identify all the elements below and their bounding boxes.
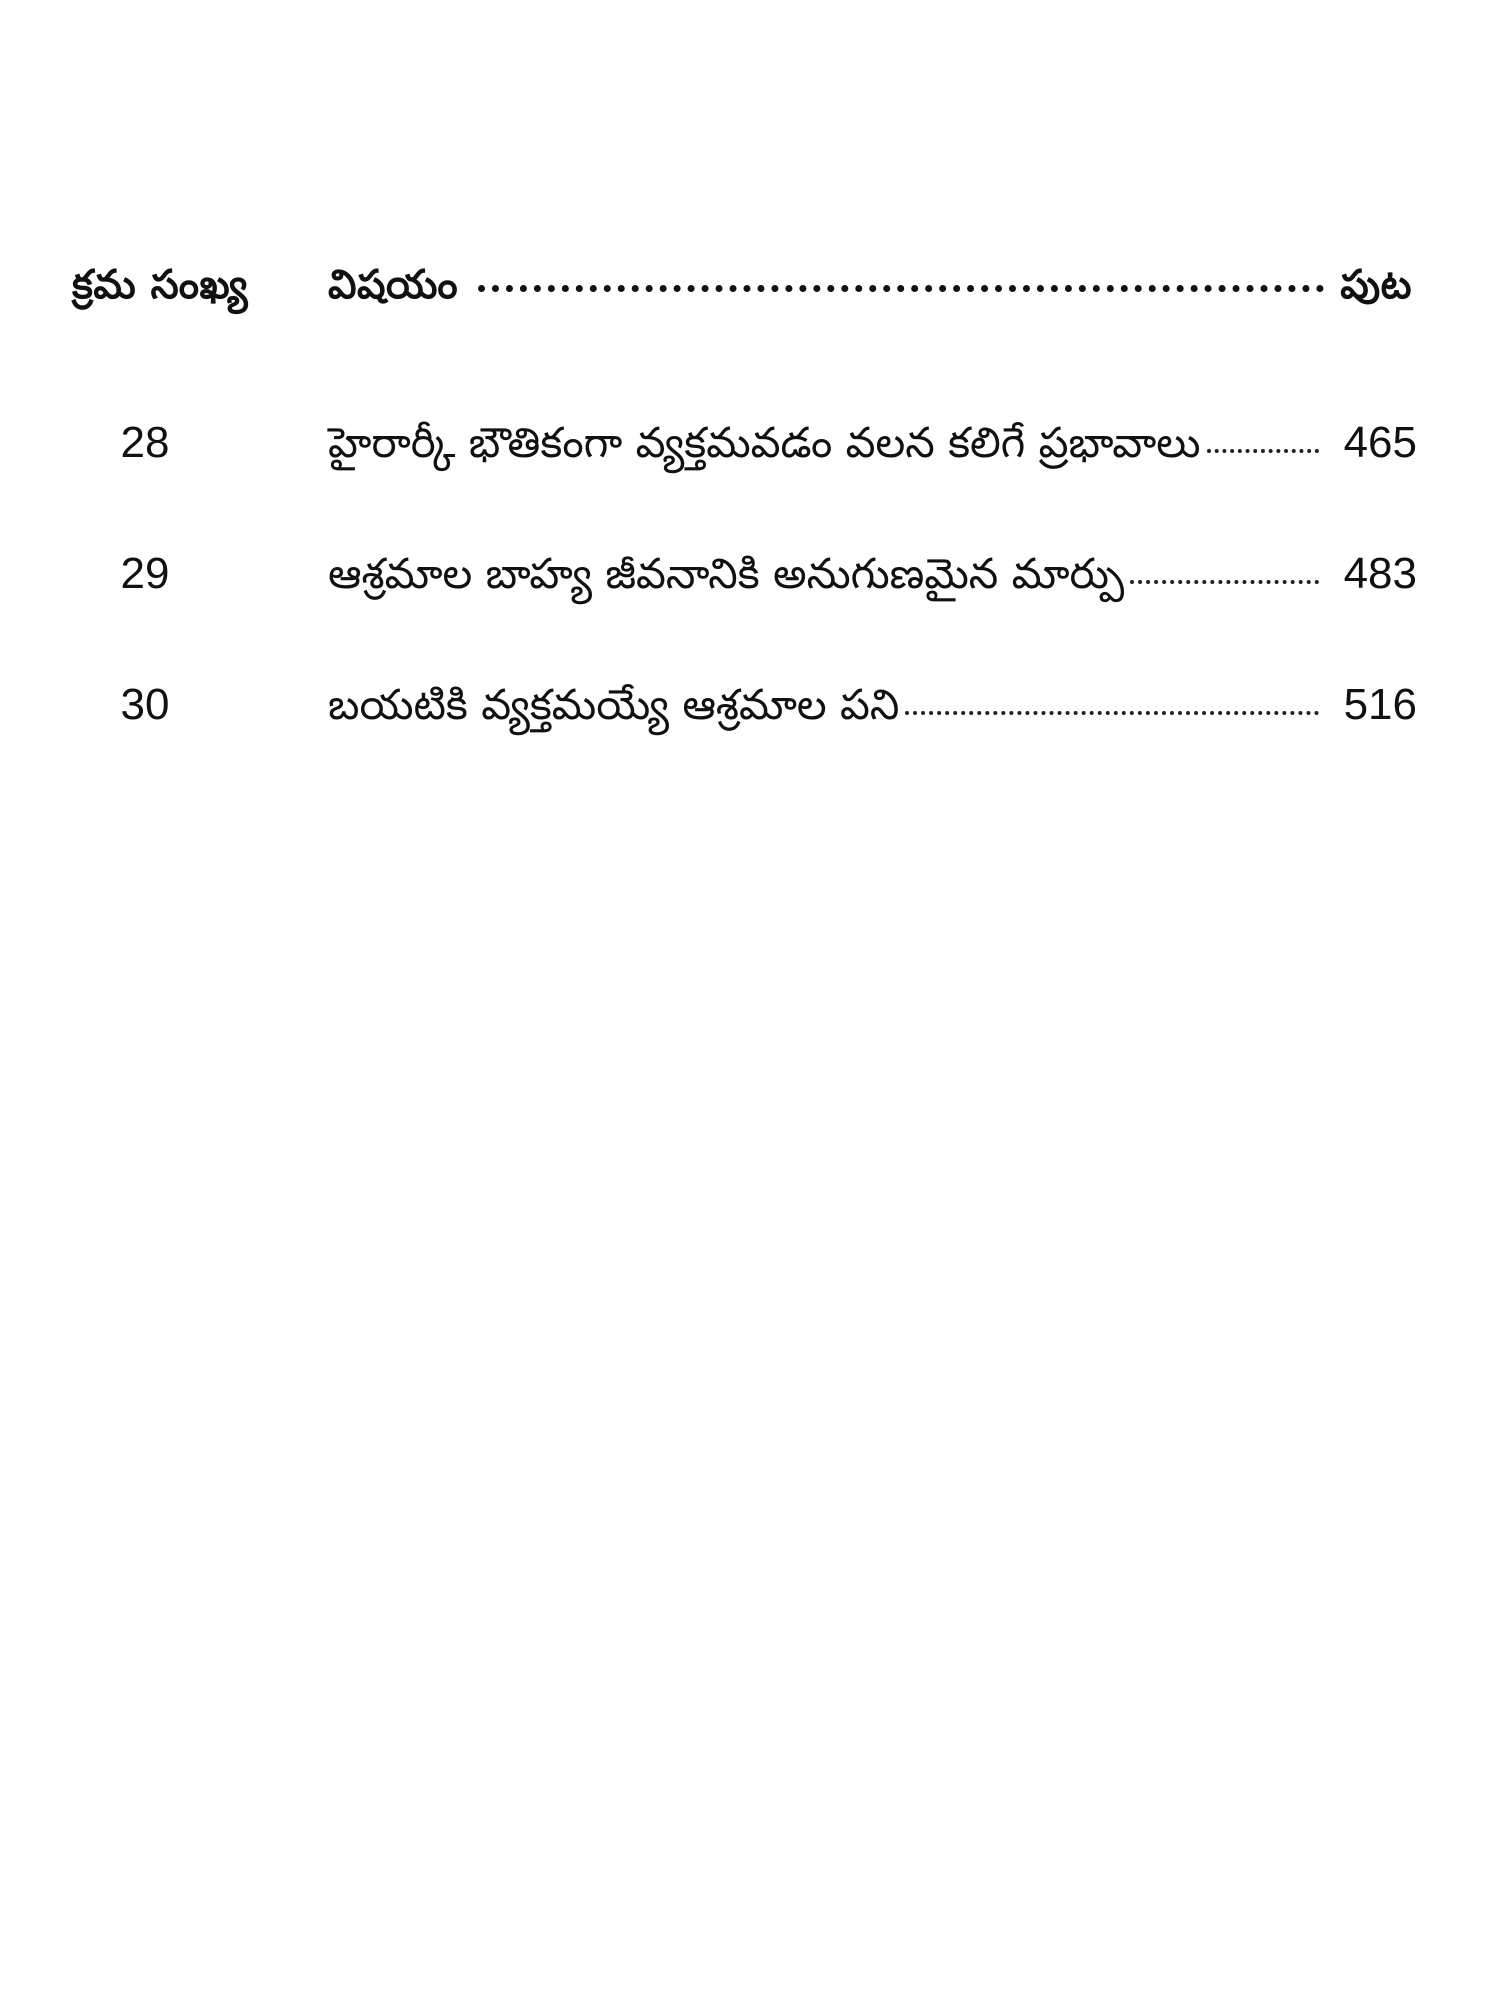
toc-entry (72, 680, 1417, 744)
page-column-label: పుట (1340, 262, 1412, 308)
entry-title: ఆశ్రమాల బాహ్య జీవనానికి అనుగుణమైన మార్పు (328, 549, 1125, 598)
entry-page-number: 516 (1343, 680, 1417, 729)
toc-entry (72, 418, 1417, 482)
entry-title: హైరార్కీ భౌతికంగా వ్యక్తమవడం వలన కలిగే ప్రభావాలు (328, 418, 1201, 467)
dot-leader (478, 285, 1324, 292)
entry-number: 29 (120, 549, 170, 598)
toc-entry (72, 549, 1417, 613)
entry-title: బయటికి వ్యక్తమయ్యే ఆశ్రమాల పని (328, 680, 900, 729)
serial-number-column-label: క్రమ సంఖ్య (72, 262, 249, 308)
dot-leader (1130, 580, 1319, 584)
entry-page-number: 483 (1343, 549, 1417, 598)
subject-column-label: విషయం (328, 262, 459, 308)
entry-number: 28 (120, 418, 170, 467)
toc-header-row (72, 262, 1412, 322)
dot-leader (1207, 449, 1319, 453)
entry-number: 30 (120, 680, 170, 729)
entry-page-number: 465 (1343, 418, 1417, 467)
dot-leader (905, 711, 1319, 715)
